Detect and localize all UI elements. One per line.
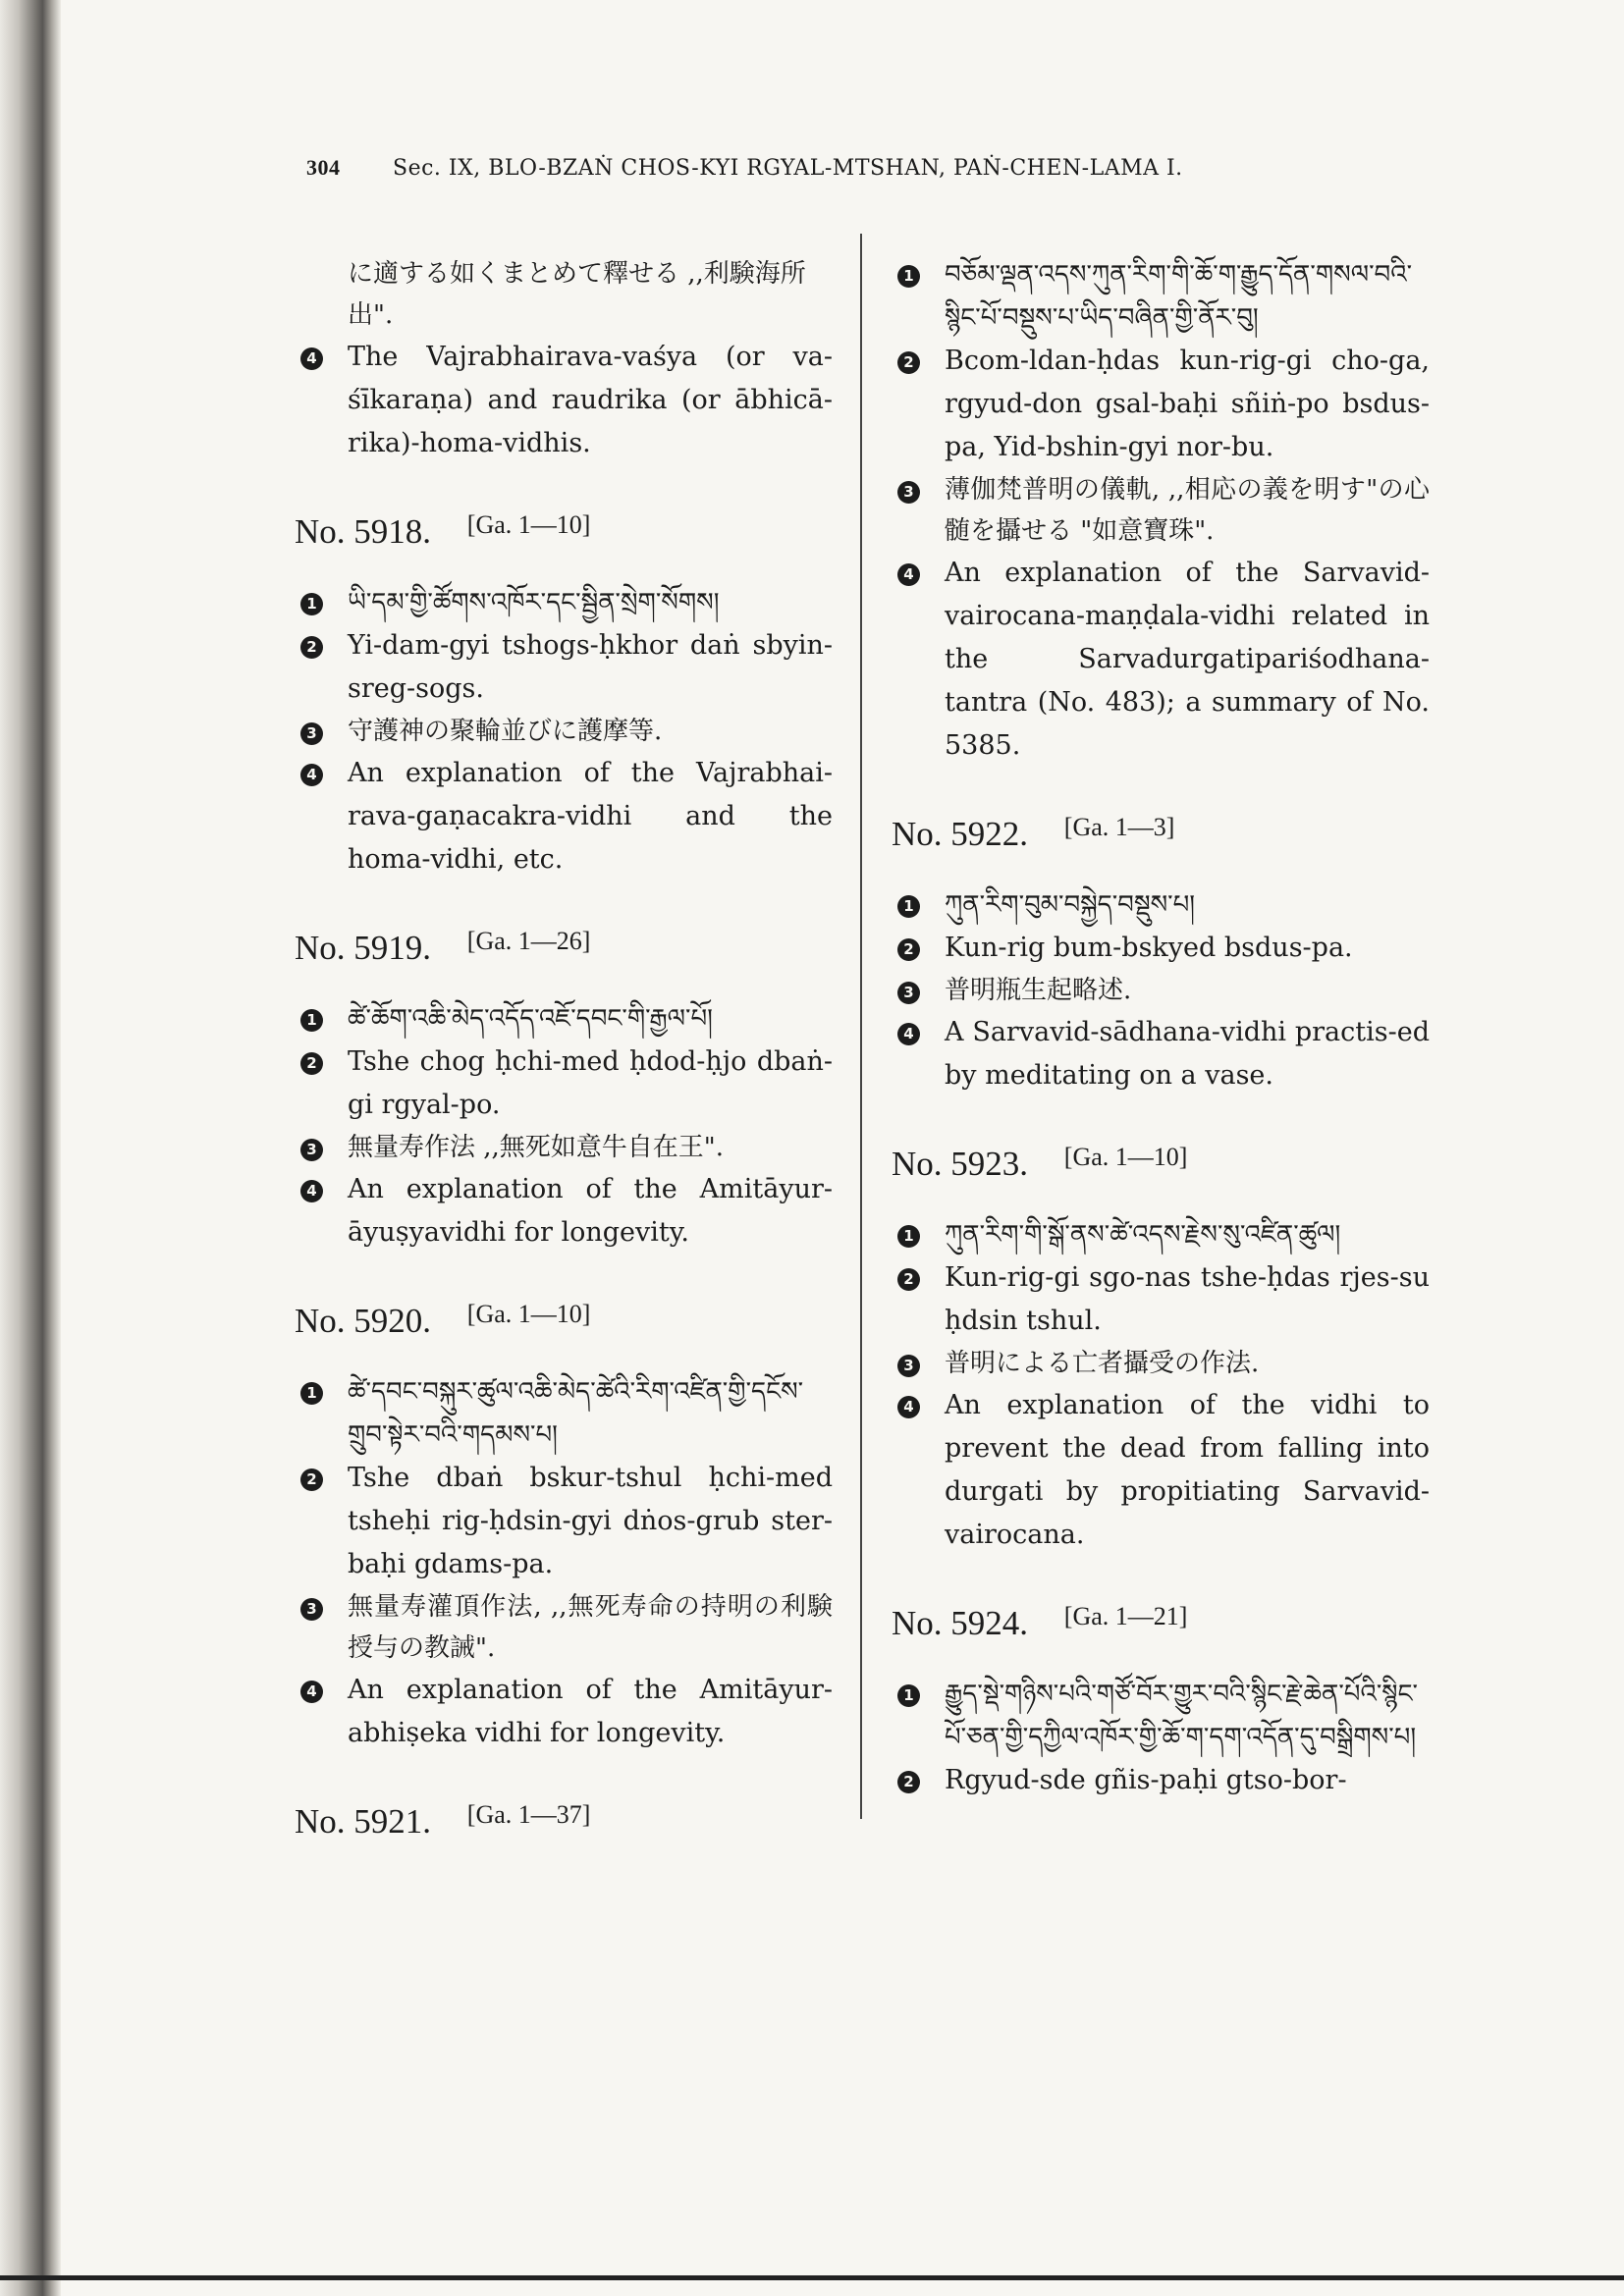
circled-number-4: 4	[897, 1396, 920, 1418]
entry-item-transliteration	[892, 1256, 1430, 1343]
circled-number-3: 3	[897, 1355, 920, 1377]
continuation-item-tibetan	[892, 253, 1430, 340]
item-text: Tshe dbaṅ bskur-tshul ḥchi-med tsheḥi rig-ḥdsin-gyi dṅos-grub ster-baḥi gdams-pa.	[348, 1463, 833, 1579]
page-number: 304	[306, 155, 341, 180]
entry-item-english	[892, 1011, 1430, 1097]
item-text: 無量寿作法 ,,無死如意牛自在王".	[348, 1133, 725, 1162]
circled-number-2: 2	[897, 1771, 920, 1793]
item-text: བཅོམ་ལྡན་འདས་ཀུན་རིག་གི་ཆོ་ག་རྒྱུད་དོན་གསལ་བའི་སྙིང་པོ་བསྡུས་པ་ཡིད་བཞིན་གྱི་ནོར་བུ།	[945, 260, 1413, 333]
item-text: Bcom-ldan-ḥdas kun-rig-gi cho-ga, rgyud-don gsal-baḥi sñiṅ-po bsdus-pa, Yid-bshin-gyi nor-bu.	[945, 346, 1430, 462]
entry-reference: [Ga. 1—37]	[466, 1800, 591, 1829]
entry-item-english	[295, 1168, 833, 1255]
circled-number-3: 3	[300, 1139, 323, 1161]
entry-reference: [Ga. 1—10]	[1063, 1143, 1188, 1171]
entry-number: No. 5918.	[295, 512, 432, 551]
item-text: 守護神の聚輪並びに護摩等.	[348, 717, 663, 746]
entry-number: No. 5920.	[295, 1302, 432, 1340]
entry-reference: [Ga. 1—3]	[1063, 813, 1175, 841]
continuation-item-japanese	[892, 469, 1430, 552]
circled-number-2: 2	[300, 1052, 323, 1075]
circled-number-1: 1	[300, 593, 323, 615]
circled-number-1: 1	[897, 895, 920, 918]
continuation-jp-text: に適する如くまとめて釋せる ,,利験海所出".	[348, 259, 806, 330]
column-divider	[860, 234, 862, 1819]
circled-number-2: 2	[897, 1268, 920, 1291]
circled-number-1: 1	[300, 1009, 323, 1032]
entry-reference: [Ga. 1—26]	[466, 927, 591, 955]
entry-item-tibetan	[892, 883, 1430, 927]
circled-number-2: 2	[897, 351, 920, 374]
entry-item-japanese	[892, 1343, 1430, 1384]
entry-item-english	[295, 1669, 833, 1755]
item-text: རྒྱུད་སྡེ་གཉིས་པའི་གཙོ་བོར་གྱུར་བའི་སྙིང་རྗེ་ཆེན་པོའི་སྙིང་པོ་ཅན་གྱི་དཀྱིལ་འཁོར་གྱི་ཆོ་ག་དག་འདོན་དུ་བསྒྲིགས་པ།	[945, 1680, 1419, 1752]
circled-number-2: 2	[300, 1468, 323, 1491]
circled-number-4: 4	[300, 764, 323, 786]
circled-number-1: 1	[897, 1684, 920, 1707]
circled-number-4: 4	[300, 1180, 323, 1202]
item-text: A Sarvavid-sādhana-vidhi practis-ed by meditating on a vase.	[945, 1017, 1430, 1091]
entry-item-tibetan	[892, 1213, 1430, 1256]
item-text: Kun-rig bum-bskyed bsdus-pa.	[945, 933, 1353, 963]
item-text: Yi-dam-gyi tshogs-ḥkhor daṅ sbyin-sreg-sogs.	[348, 630, 833, 704]
right-column	[892, 253, 1430, 1802]
item-text: Rgyud-sde gñis-paḥi gtso-bor-	[945, 1765, 1347, 1795]
item-text: The Vajrabhairava-vaśya (or va-śīkaraṇa) and raudrika (or ābhicā-rika)-homa-vidhis.	[348, 342, 833, 458]
entry-item-english	[892, 1384, 1430, 1557]
entry-reference: [Ga. 1—21]	[1063, 1602, 1188, 1630]
item-text: ཀུན་རིག་གི་སྒོ་ནས་ཚེ་འདས་རྗེས་སུ་འཛིན་ཚུལ།	[945, 1220, 1341, 1250]
item-text: 普明による亡者攝受の作法.	[945, 1349, 1260, 1378]
item-text: ཡི་དམ་གྱི་ཚོགས་འཁོར་དང་སྦྱིན་སྲེག་སོགས།	[348, 588, 720, 617]
entry-item-japanese	[295, 1586, 833, 1669]
entry-item-english	[295, 752, 833, 881]
item-text: An explanation of the Amitāyur-abhiṣeka vidhi for longevity.	[348, 1675, 833, 1748]
circled-number-2: 2	[897, 938, 920, 961]
entry-item-tibetan	[295, 997, 833, 1041]
entry-reference: [Ga. 1—10]	[466, 1300, 591, 1328]
item-text: ཚེ་ཆོག་འཆི་མེད་འདོད་འཇོ་དབང་གི་རྒྱལ་པོ།	[348, 1004, 713, 1034]
entry-reference: [Ga. 1—10]	[466, 510, 591, 539]
continuation-item-4	[295, 336, 833, 465]
circled-number-4: 4	[300, 1681, 323, 1703]
item-text: ཚེ་དབང་བསྐུར་ཚུལ་འཆི་མེད་ཚེའི་རིག་འཛིན་གྱི་དངོས་གྲུབ་སྟེར་བའི་གདམས་པ།	[348, 1377, 804, 1450]
book-binding-shadow	[0, 0, 61, 2296]
entry-number: No. 5922.	[892, 815, 1029, 853]
entry-item-japanese	[892, 970, 1430, 1011]
entry-item-transliteration	[892, 927, 1430, 970]
item-text: ཀུན་རིག་བུམ་བསྐྱེད་བསྡུས་པ།	[945, 890, 1196, 920]
item-text: 普明瓶生起略述.	[945, 976, 1132, 1005]
entry-item-tibetan	[295, 581, 833, 624]
item-text: 薄伽梵普明の儀軌, ,,相応の義を明す"の心髄を攝せる "如意寶珠".	[945, 475, 1430, 546]
entry-number: No. 5919.	[295, 929, 432, 967]
item-text: Kun-rig-gi sgo-nas tshe-ḥdas rjes-su ḥdsin tshul.	[945, 1262, 1430, 1336]
continuation-item-transliteration	[892, 340, 1430, 469]
entry-heading-5920	[295, 1302, 833, 1341]
entry-item-tibetan	[295, 1370, 833, 1457]
continuation-item-english	[892, 552, 1430, 768]
entry-heading-5924	[892, 1604, 1430, 1643]
running-title: Sec. IX, BLO-BZAṄ CHOS-KYI RGYAL-MTSHAN, PAṄ-CHEN-LAMA I.	[393, 156, 1183, 181]
entry-heading-5918	[295, 512, 833, 552]
entry-heading-5919	[295, 929, 833, 968]
entry-item-transliteration	[295, 1041, 833, 1127]
circled-number-4: 4	[300, 347, 323, 370]
circled-number-4: 4	[897, 1023, 920, 1045]
circled-number-3: 3	[897, 481, 920, 504]
entry-item-transliteration	[892, 1759, 1430, 1802]
item-text: 無量寿灌頂作法, ,,無死寿命の持明の利験授与の教誡".	[348, 1592, 833, 1663]
circled-number-1: 1	[897, 265, 920, 288]
entry-number: No. 5924.	[892, 1604, 1029, 1642]
circled-number-3: 3	[300, 1598, 323, 1621]
page-bottom-rule	[0, 2275, 1624, 2280]
entry-item-japanese	[295, 711, 833, 752]
circled-number-1: 1	[897, 1225, 920, 1248]
entry-item-transliteration	[295, 624, 833, 711]
item-text: An explanation of the Sarvavid-vairocana-maṇḍala-vidhi related in the Sarvadurgatipariśodhana-tantra (No. 483); a summary of No. 5385.	[945, 558, 1430, 761]
circled-number-4: 4	[897, 563, 920, 586]
item-text: Tshe chog ḥchi-med ḥdod-ḥjo dbaṅ-gi rgyal-po.	[348, 1046, 833, 1120]
item-text: An explanation of the vidhi to prevent the dead from falling into durgati by propitiating Sarvavid-vairocana.	[945, 1390, 1430, 1550]
left-column	[295, 253, 833, 1871]
item-text: An explanation of the Vajrabhai-rava-gaṇacakra-vidhi and the homa-vidhi, etc.	[348, 758, 833, 875]
entry-item-transliteration	[295, 1457, 833, 1586]
entry-number: No. 5923.	[892, 1145, 1029, 1183]
entry-item-tibetan	[892, 1673, 1430, 1759]
entry-heading-5921	[295, 1802, 833, 1842]
entry-heading-5923	[892, 1145, 1430, 1184]
entry-heading-5922	[892, 815, 1430, 854]
entry-item-japanese	[295, 1127, 833, 1168]
item-text: An explanation of the Amitāyur-āyuṣyavidhi for longevity.	[348, 1174, 833, 1248]
running-header	[306, 155, 1386, 181]
circled-number-3: 3	[300, 722, 323, 745]
circled-number-1: 1	[300, 1382, 323, 1405]
circled-number-2: 2	[300, 636, 323, 659]
circled-number-3: 3	[897, 982, 920, 1004]
entry-number: No. 5921.	[295, 1802, 432, 1841]
